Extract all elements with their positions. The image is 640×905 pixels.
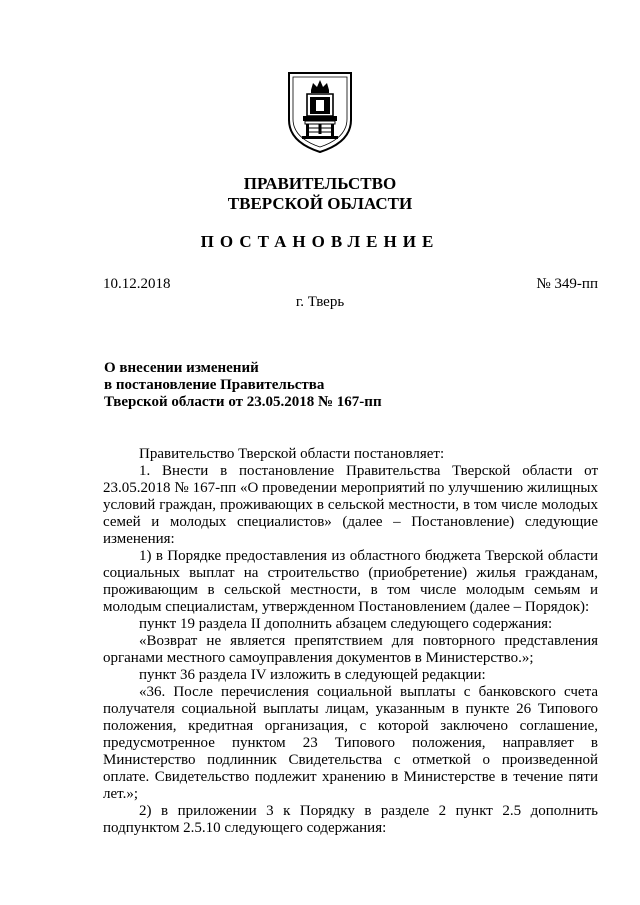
subject-line: Тверской области от 23.05.2018 № 167-пп [104,394,382,410]
document-type: ПОСТАНОВЛЕНИЕ [200,232,440,251]
subject-line: О внесении изменений [104,360,259,376]
body-paragraph: 2) в приложении 3 к Порядку в разделе 2 пункт 2.5 дополнить подпунктом 2.5.10 следующего содержания: [103,803,598,836]
body-paragraph: пункт 36 раздела IV изложить в следующей редакции: [139,667,486,683]
document-date: 10.12.2018 [103,276,171,292]
government-name-line1: ПРАВИТЕЛЬСТВО [243,174,397,193]
government-name-line2: ТВЕРСКОЙ ОБЛАСТИ [227,194,413,213]
document-number: № 349-пп [536,276,598,292]
document-subject [104,360,382,411]
document-city: г. Тверь [295,294,345,310]
document-body [103,446,598,837]
body-paragraph: пункт 19 раздела II дополнить абзацем следующего содержания: [139,616,553,632]
body-paragraph: 1. Внести в постановление Правительства Тверской области от 23.05.2018 № 167-пп «О проведении мероприятий по улучшению жилищных условий граждан, проживающих в сельской местности, в том числе молодых семей и молодых специалистов» (далее – Постановление) следующие изменения: [103,463,598,547]
body-paragraph: «Возврат не является препятствием для повторного представления органами местного самоуправления документов в Министерство.»; [103,633,598,666]
subject-line: в постановление Правительства [104,377,325,393]
body-paragraph: 1) в Порядке предоставления из областного бюджета Тверской области социальных выплат на строительство (приобретение) жилья гражданам, проживающим в сельской местности, в том числе молодым семьям и молодым специалистам, утвержденном Постановлением (далее – Порядок): [103,548,598,615]
body-paragraph: Правительство Тверской области постановляет: [139,446,445,462]
tver-coat-of-arms-icon [286,70,354,154]
body-paragraph: «36. После перечисления социальной выплаты с банковского счета получателя социальной выплаты лицам, указанным в пункте 26 Типового положения, кредитная организация, с которой заключено соглашение, предусмотренное пунктом 23 Типового положения, направляет в Министерство подлинник Свидетельства с отметкой о произведенной оплате. Свидетельство подлежит хранению в Министерстве в течение пяти лет.»; [103,684,598,802]
